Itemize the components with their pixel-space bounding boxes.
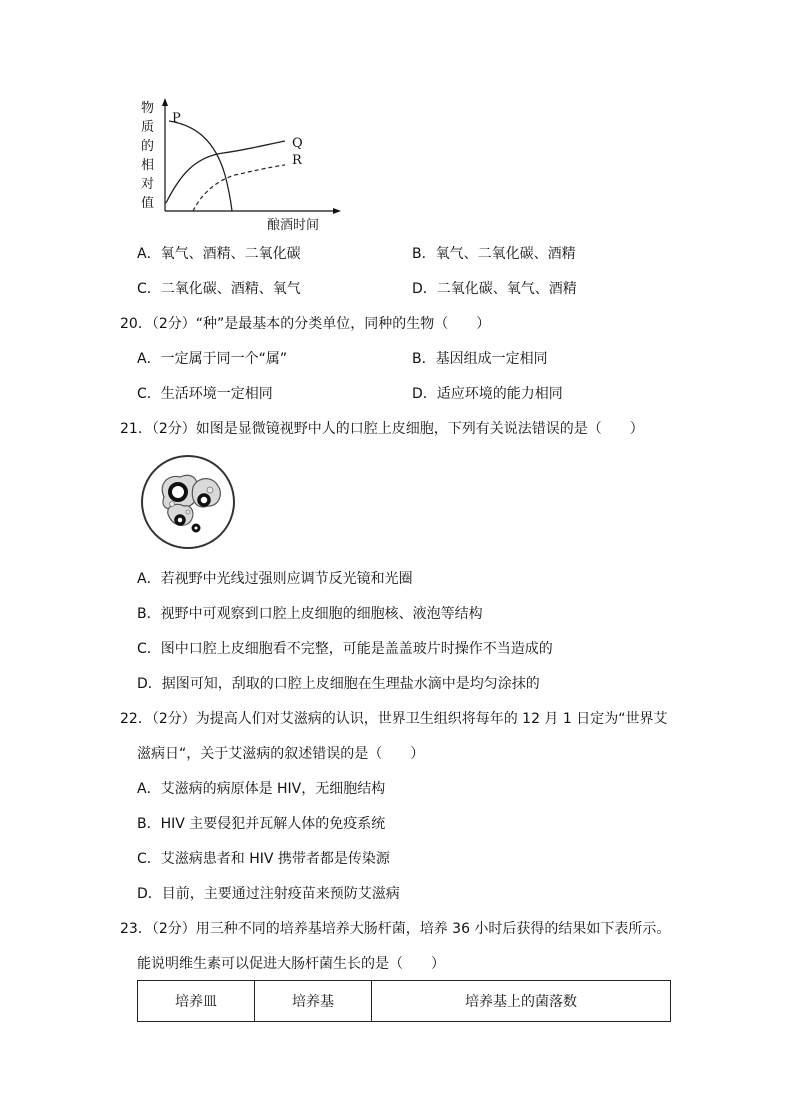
q22-option-c: C．艾滋病患者和 HIV 携带者都是传染源 xyxy=(137,851,390,867)
x-axis-arrow xyxy=(333,208,341,214)
table-header-row xyxy=(138,981,671,1022)
q21-option-c: C．图中口腔上皮细胞看不完整，可能是盖盖玻片时操作不当造成的 xyxy=(137,641,553,657)
q21-option-b: B．视野中可观察到口腔上皮细胞的细胞核、液泡等结构 xyxy=(137,606,483,622)
microscope-field-image xyxy=(138,452,238,552)
x-axis-label: 酿酒时间 xyxy=(267,218,320,233)
ylabel-char: 物 xyxy=(141,101,155,116)
q20-stem: 20．（2分）“种”是最基本的分类单位，同种的生物（ ） xyxy=(120,316,491,332)
curve-q xyxy=(166,141,285,203)
table-header-cell: 培养基上的菌落数 xyxy=(372,981,671,1022)
culture-results-table xyxy=(137,980,671,1022)
q19-option-c: C．二氧化碳、酒精、氧气 xyxy=(137,281,301,297)
q19-option-d: D．二氧化碳、氧气、酒精 xyxy=(412,281,577,297)
ylabel-char: 的 xyxy=(141,139,155,154)
q19-option-a: A．氧气、酒精、二氧化碳 xyxy=(137,246,301,262)
q20-option-c: C．生活环境一定相同 xyxy=(137,386,273,402)
q20-option-a: A．一定属于同一个“属” xyxy=(137,351,288,367)
q23-stem-line2: 能说明维生素可以促进大肠杆菌生长的是（ ） xyxy=(137,956,445,972)
q22-option-d: D．目前，主要通过注射疫苗来预防艾滋病 xyxy=(137,886,400,902)
q21-option-a: A．若视野中光线过强则应调节反光镜和光圈 xyxy=(137,571,413,587)
q22-stem-line1: 22．（2分）为提高人们对艾滋病的认识，世界卫生组织将每年的 12 月 1 日定为“世界艾 xyxy=(120,711,668,727)
table-header-cell: 培养基 xyxy=(255,981,372,1022)
substance-time-graph xyxy=(135,95,355,235)
q21-stem: 21．（2分）如图是显微镜视野中人的口腔上皮细胞，下列有关说法错误的是（ ） xyxy=(120,421,644,437)
label-q: Q xyxy=(292,136,303,151)
q23-stem-line1: 23．（2分）用三种不同的培养基培养大肠杆菌，培养 36 小时后获得的结果如下表所示。 xyxy=(120,921,671,937)
y-axis-arrow xyxy=(162,98,168,106)
label-r: R xyxy=(292,153,302,168)
q22-option-b: B．HIV 主要侵犯并瓦解人体的免疫系统 xyxy=(137,816,386,832)
q19-option-b: B．氧气、二氧化碳、酒精 xyxy=(412,246,576,262)
q22-stem-line2: 滋病日“，关于艾滋病的叙述错误的是（ ） xyxy=(137,746,425,762)
ylabel-char: 相 xyxy=(141,158,155,173)
q21-option-d: D．据图可知，刮取的口腔上皮细胞在生理盐水滴中是均匀涂抹的 xyxy=(137,676,540,692)
label-p: P xyxy=(172,111,181,126)
ylabel-char: 质 xyxy=(141,120,155,135)
curve-p xyxy=(169,121,232,211)
curve-r xyxy=(193,165,285,211)
q22-option-a: A．艾滋病的病原体是 HIV，无细胞结构 xyxy=(137,781,386,797)
table-header-cell: 培养皿 xyxy=(138,981,255,1022)
q20-option-b: B．基因组成一定相同 xyxy=(412,351,548,367)
ylabel-char: 对 xyxy=(141,177,155,192)
q20-option-d: D．适应环境的能力相同 xyxy=(412,386,563,402)
ylabel-char: 值 xyxy=(141,196,155,211)
